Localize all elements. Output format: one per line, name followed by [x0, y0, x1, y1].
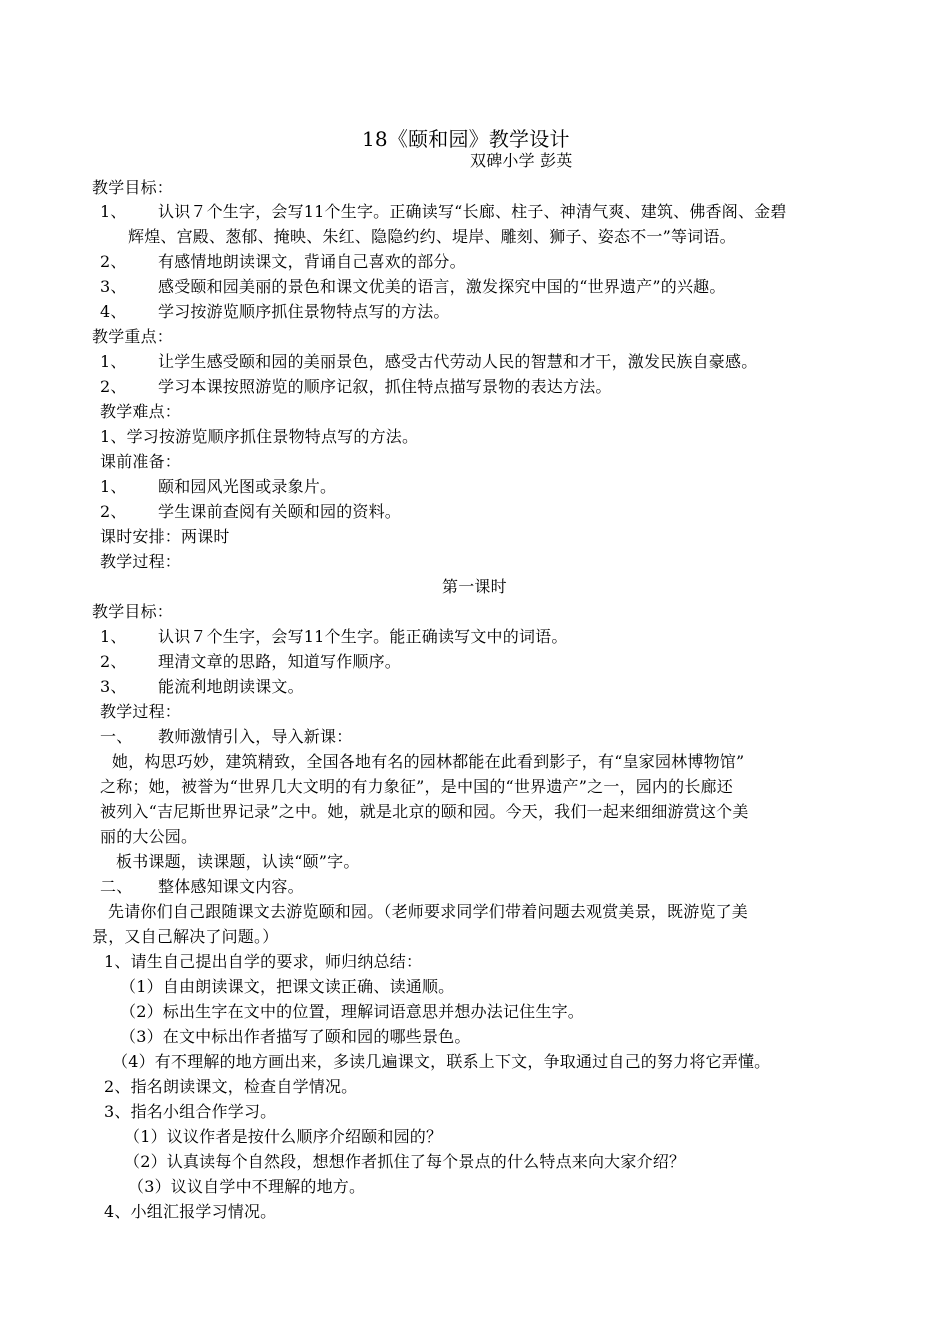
item-number: 2、	[100, 252, 127, 271]
item-text: 颐和园风光图或录象片。	[158, 477, 337, 496]
item-text: 学生课前查阅有关颐和园的资料。	[158, 502, 402, 521]
sub-step-item: （2）标出生字在文中的位置，理解词语意思并想办法记住生字。	[120, 1002, 584, 1021]
item-text: 学习本课按照游览的顺序记叙，抓住特点描写景物的表达方法。	[158, 377, 612, 396]
item-number: 1、	[100, 352, 127, 371]
item-text: 让学生感受颐和园的美丽景色，感受古代劳动人民的智慧和才干，激发民族自豪感。	[158, 352, 758, 371]
lesson-objective-item	[100, 651, 401, 673]
item-text: 辉煌、宫殿、葱郁、掩映、朱红、隐隐约约、堤岸、雕刻、狮子、姿态不一”等词语。	[128, 227, 736, 246]
step-heading	[100, 876, 304, 898]
objective-item	[100, 251, 466, 273]
item-number: 3、	[100, 677, 127, 696]
item-text: 认识７个生字，会写11个生字。能正确读写文中的词语。	[158, 627, 568, 646]
preparation-item	[100, 476, 336, 498]
reading-paragraph-line: 景，又自己解决了问题。）	[92, 927, 279, 946]
objective-item	[100, 276, 726, 298]
intro-paragraph-line: 丽的大公园。	[100, 827, 198, 846]
item-number: 2、	[100, 377, 127, 396]
objective-item	[100, 201, 787, 223]
preparation-item	[100, 501, 401, 523]
item-text: 有感情地朗读课文，背诵自己喜欢的部分。	[158, 252, 466, 271]
intro-paragraph-line: 她，构思巧妙，建筑精致，全国各地有名的园林都能在此看到影子，有“皇家园林博物馆”	[112, 752, 745, 771]
preparation-heading: 课前准备：	[100, 452, 182, 471]
objective-item-continued	[128, 226, 736, 248]
lesson-objective-item	[100, 676, 304, 698]
schedule-line: 课时安排：两课时	[100, 527, 230, 546]
key-point-item	[100, 351, 757, 373]
doc-title: 18《颐和园》教学设计	[362, 127, 570, 151]
item-number: 1、	[100, 202, 127, 221]
process-heading: 教学过程：	[100, 552, 182, 571]
reading-paragraph-line: 先请你们自己跟随课文去游览颐和园。（老师要求同学们带着问题去观赏美景，既游览了美	[108, 902, 749, 921]
sub-step-item: （3）在文中标出作者描写了颐和园的哪些景色。	[120, 1027, 471, 1046]
sub-step-item: （4）有不理解的地方画出来，多读几遍课文，联系上下文，争取通过自己的努力将它弄懂。	[112, 1052, 771, 1071]
step-text: 整体感知课文内容。	[158, 877, 304, 896]
step-text: 教师激情引入，导入新课：	[158, 727, 353, 746]
intro-paragraph-line: 被列入“吉尼斯世界记录”之中。她，就是北京的颐和园。今天，我们一起来细细游赏这个美	[100, 802, 749, 821]
lesson-objective-item	[100, 626, 568, 648]
step-number: 二、	[100, 877, 133, 896]
step-heading	[100, 726, 352, 748]
objectives-heading: 教学目标：	[92, 178, 174, 197]
sub-step: 1、请生自己提出自学的要求，师归纳总结：	[104, 952, 423, 971]
item-text: 理清文章的思路，知道写作顺序。	[158, 652, 402, 671]
key-point-item	[100, 376, 612, 398]
lesson-process-heading: 教学过程：	[100, 702, 182, 721]
sub-step-item: （2）认真读每个自然段，想想作者抓住了每个景点的什么特点来向大家介绍？	[124, 1152, 686, 1171]
sub-step-item: （1）自由朗读课文，把课文读正确、读通顺。	[120, 977, 455, 996]
lesson-objectives-heading: 教学目标：	[92, 602, 174, 621]
item-text: 学习按游览顺序抓住景物特点写的方法。	[158, 302, 450, 321]
sub-step: 4、小组汇报学习情况。	[104, 1202, 277, 1221]
item-number: 1、	[100, 627, 127, 646]
objective-item	[100, 301, 450, 323]
board-note: 板书课题，读课题，认读“颐”字。	[116, 852, 360, 871]
item-number: 1、	[100, 477, 127, 496]
lesson-heading: 第一课时	[442, 577, 507, 596]
item-text: 感受颐和园美丽的景色和课文优美的语言，激发探究中国的“世界遗产”的兴趣。	[158, 277, 726, 296]
key-points-heading: 教学重点：	[92, 327, 174, 346]
intro-paragraph-line: 之称；她，被誉为“世界几大文明的有力象征”，是中国的“世界遗产”之一，园内的长廊还	[100, 777, 733, 796]
sub-step: 3、指名小组合作学习。	[104, 1102, 277, 1121]
sub-step-item: （1）议议作者是按什么顺序介绍颐和园的？	[124, 1127, 443, 1146]
sub-step: 2、指名朗读课文，检查自学情况。	[104, 1077, 358, 1096]
doc-author: 双碑小学 彭英	[470, 151, 573, 170]
difficulties-heading: 教学难点：	[100, 402, 182, 421]
item-number: 4、	[100, 302, 127, 321]
item-text: 认识７个生字，会写11个生字。正确读写“长廊、柱子、神清气爽、建筑、佛香阁、金碧	[158, 202, 787, 221]
item-number: 2、	[100, 502, 127, 521]
sub-step-item: （3）议议自学中不理解的地方。	[128, 1177, 366, 1196]
item-number: 2、	[100, 652, 127, 671]
step-number: 一、	[100, 727, 133, 746]
difficulty-item: 1、学习按游览顺序抓住景物特点写的方法。	[100, 427, 419, 446]
item-text: 能流利地朗读课文。	[158, 677, 304, 696]
item-number: 3、	[100, 277, 127, 296]
